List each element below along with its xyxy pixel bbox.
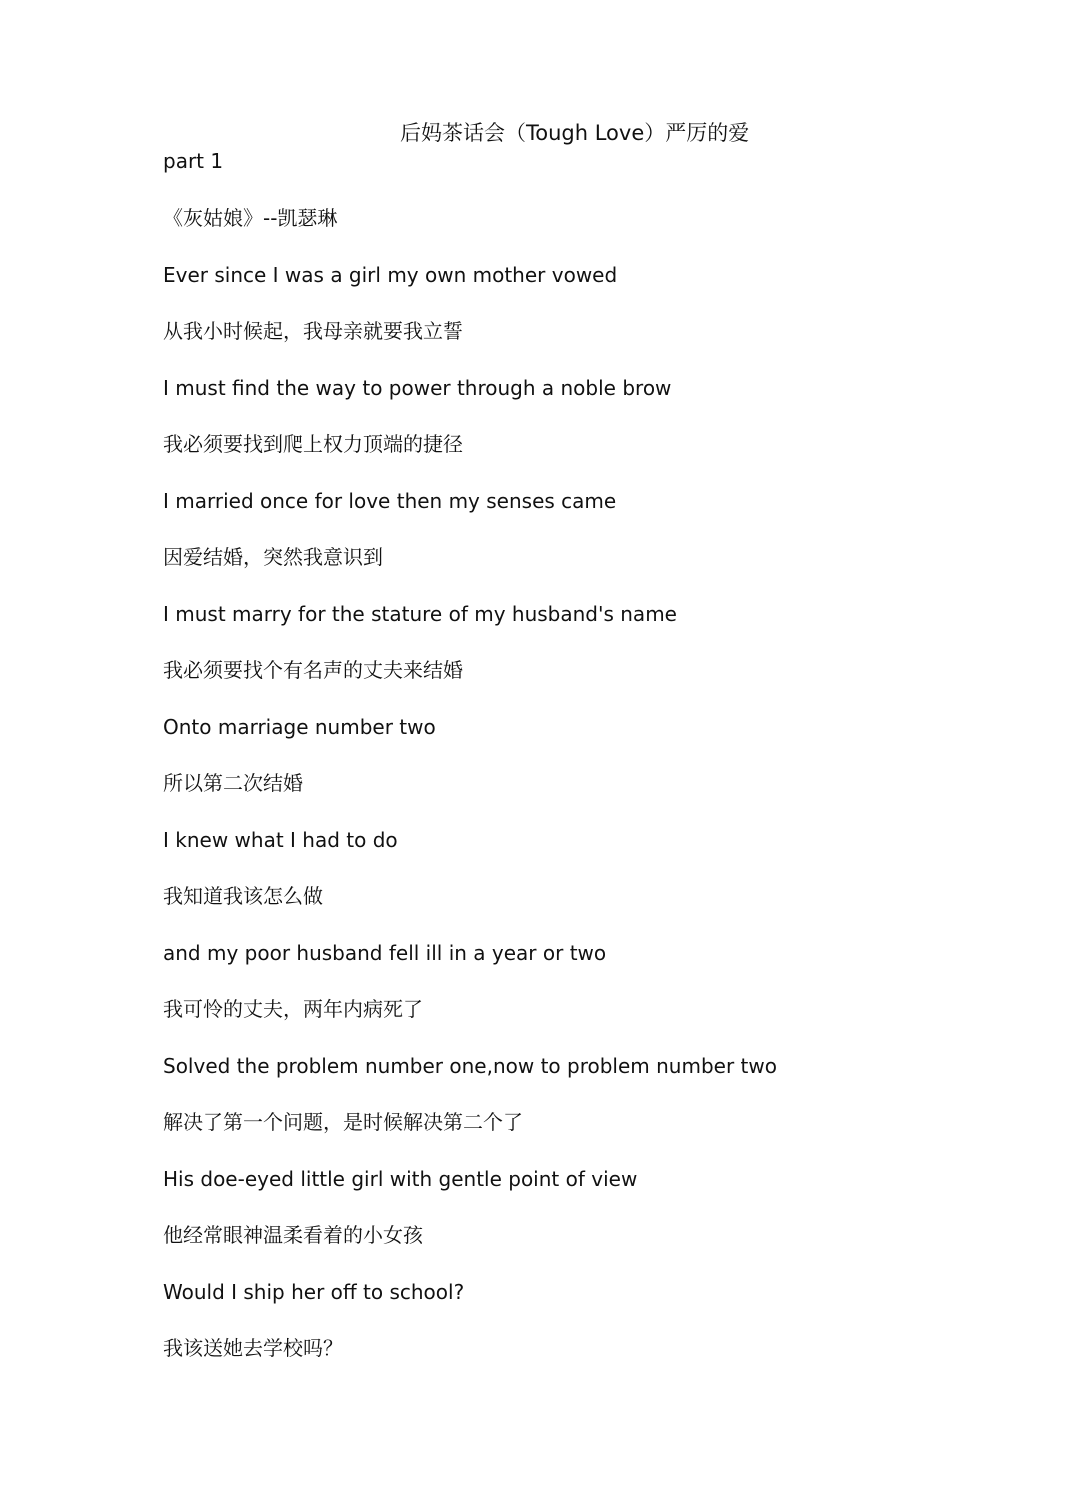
lyric-line-en: His doe-eyed little girl with gentle point of view [163,1167,638,1191]
lyric-line-zh: 从我小时候起，我母亲就要我立誓 [163,319,463,343]
lyric-line-zh: 我必须要找到爬上权力顶端的捷径 [163,432,463,456]
lyric-line-zh: 我可怜的丈夫，两年内病死了 [163,997,423,1021]
lyric-line-zh: 他经常眼神温柔看着的小女孩 [163,1223,423,1247]
lyric-line-zh: 所以第二次结婚 [163,771,303,795]
lyric-line-en: Would I ship her off to school? [163,1280,465,1304]
lyric-line-zh: 解决了第一个问题，是时候解决第二个了 [163,1110,523,1134]
lyric-line-zh: 我必须要找个有名声的丈夫来结婚 [163,658,463,682]
lyric-line-en: Onto marriage number two [163,715,436,739]
lyric-line-en: Solved the problem number one,now to problem number two [163,1054,777,1078]
song-heading: 《灰姑娘》--凯瑟琳 [163,206,338,230]
document-title: 后妈茶话会（Tough Love）严厉的爱 [400,121,750,145]
lyric-line-zh: 因爱结婚，突然我意识到 [163,545,383,569]
lyric-line-en: I must marry for the stature of my husband's name [163,602,677,626]
lyric-line-zh: 我该送她去学校吗？ [163,1336,343,1360]
section-label: part 1 [163,149,224,173]
lyric-line-en: I knew what I had to do [163,828,398,852]
lyric-line-en: Ever since I was a girl my own mother vowed [163,263,618,287]
lyric-line-en: I married once for love then my senses came [163,489,617,513]
lyric-line-zh: 我知道我该怎么做 [163,884,323,908]
lyric-line-en: I must find the way to power through a noble brow [163,376,672,400]
lyric-line-en: and my poor husband fell ill in a year or two [163,941,607,965]
